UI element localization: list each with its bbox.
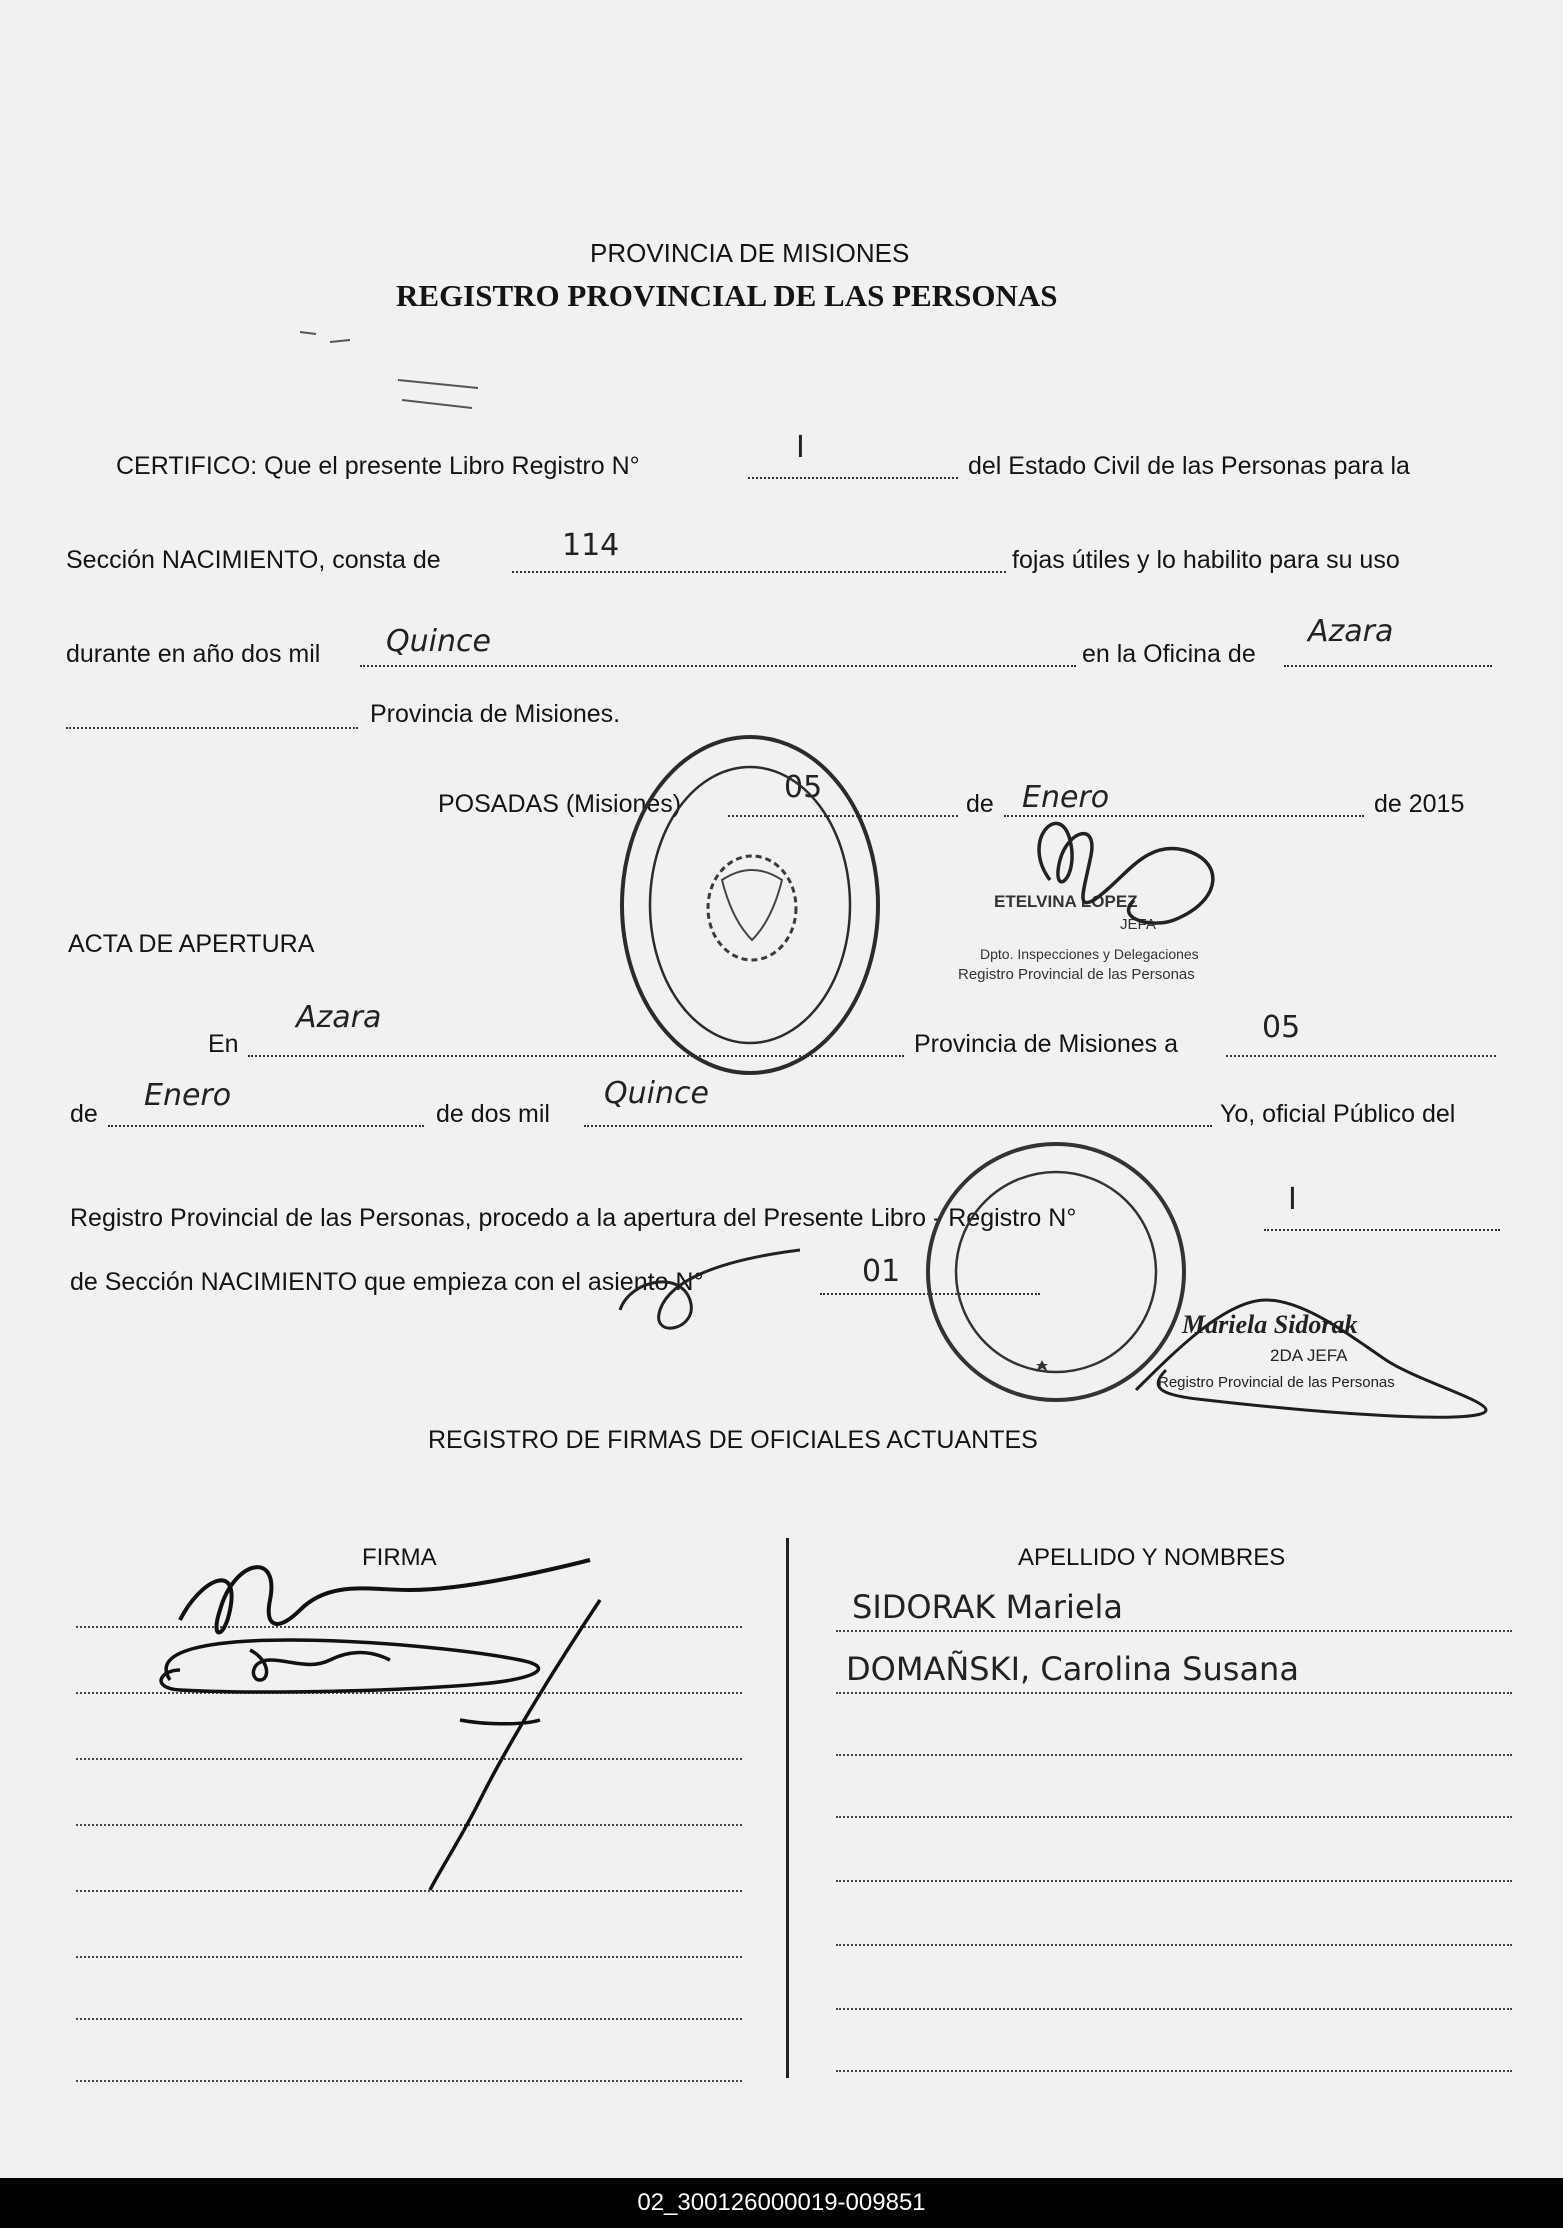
certificate-line3-prefix: durante en año dos mil: [66, 640, 321, 668]
certificate-year: de 2015: [1374, 790, 1465, 818]
signature-3: [430, 1600, 600, 1890]
official2-stamp-org: Registro Provincial de las Personas: [1158, 1374, 1395, 1391]
pages-handwritten: 114: [562, 528, 620, 563]
year-handwritten: Quince: [386, 624, 491, 659]
opening-line1-prefix: En: [208, 1030, 239, 1058]
opening-entry-handwritten: 01: [862, 1254, 901, 1289]
azara-seal: [928, 1144, 1184, 1400]
signatures-col-nombres: APELLIDO Y NOMBRES: [1018, 1544, 1286, 1571]
certificate-line2-prefix: Sección NACIMIENTO, consta de: [66, 546, 441, 574]
official1-stamp-dept: Dpto. Inspecciones y Delegaciones: [980, 946, 1199, 962]
day-handwritten: 05: [784, 770, 823, 805]
official1-stamp-name: ETELVINA LOPEZ: [994, 892, 1138, 911]
office-handwritten: Azara: [1308, 614, 1394, 649]
certificate-line1-suffix: del Estado Civil de las Personas para la: [968, 452, 1410, 480]
document-id-footer: 02_300126000019-009851: [0, 2178, 1563, 2228]
certificate-line3-suffix: en la Oficina de: [1082, 640, 1256, 668]
opening-place-handwritten: Azara: [296, 1000, 382, 1035]
book-number-handwritten: I: [796, 430, 805, 465]
opening-line4: de Sección NACIMIENTO que empieza con el asiento N°: [70, 1268, 704, 1296]
opening-title: ACTA DE APERTURA: [68, 930, 315, 958]
official1-signature: [1039, 823, 1213, 923]
certificate-date-of: de: [966, 790, 994, 818]
certificate-line1-prefix: CERTIFICO: Que el presente Libro Registro N°: [116, 452, 640, 480]
certificate-place-date: POSADAS (Misiones): [438, 790, 682, 818]
opening-line2-suffix: Yo, oficial Público del: [1220, 1100, 1456, 1128]
certificate-line2-suffix: fojas útiles y lo habilito para su uso: [1012, 546, 1400, 574]
official1-stamp-org: Registro Provincial de las Personas: [958, 966, 1195, 983]
official-seal-oval: [622, 737, 878, 1073]
official2-stamp-name: Mariela Sidorak: [1182, 1310, 1358, 1339]
opening-month-handwritten: Enero: [144, 1078, 232, 1113]
signature-2: [161, 1640, 538, 1692]
official2-signature: [1136, 1300, 1486, 1417]
signatures-col-firma: FIRMA: [362, 1544, 437, 1571]
opening-year-handwritten: Quince: [604, 1076, 709, 1111]
official2-stamp-role: 2DA JEFA: [1270, 1346, 1348, 1365]
scan-marks: [300, 332, 478, 408]
certificate-line4: Provincia de Misiones.: [370, 700, 621, 728]
entry-signature-loop: [620, 1250, 800, 1328]
opening-line2-prefix: de: [70, 1100, 98, 1128]
registry-heading: REGISTRO PROVINCIAL DE LAS PERSONAS: [396, 278, 1058, 313]
official1-stamp-role: JEFA: [1120, 916, 1156, 933]
opening-day-handwritten: 05: [1262, 1010, 1301, 1045]
signatures-title: REGISTRO DE FIRMAS DE OFICIALES ACTUANTES: [428, 1426, 1038, 1454]
opening-line1-suffix: Provincia de Misiones a: [914, 1030, 1179, 1058]
month-handwritten: Enero: [1022, 780, 1110, 815]
opening-line3: Registro Provincial de las Personas, procedo a la apertura del Presente Libro - Registro N°: [70, 1204, 1077, 1232]
opening-line2-mid: de dos mil: [436, 1100, 550, 1128]
official-name-2: DOMAÑSKI, Carolina Susana: [846, 1650, 1299, 1688]
province-heading: PROVINCIA DE MISIONES: [590, 238, 910, 268]
signature-1: [180, 1560, 590, 1633]
opening-book-handwritten: I: [1288, 1182, 1297, 1217]
official-name-1: SIDORAK Mariela: [852, 1588, 1124, 1626]
